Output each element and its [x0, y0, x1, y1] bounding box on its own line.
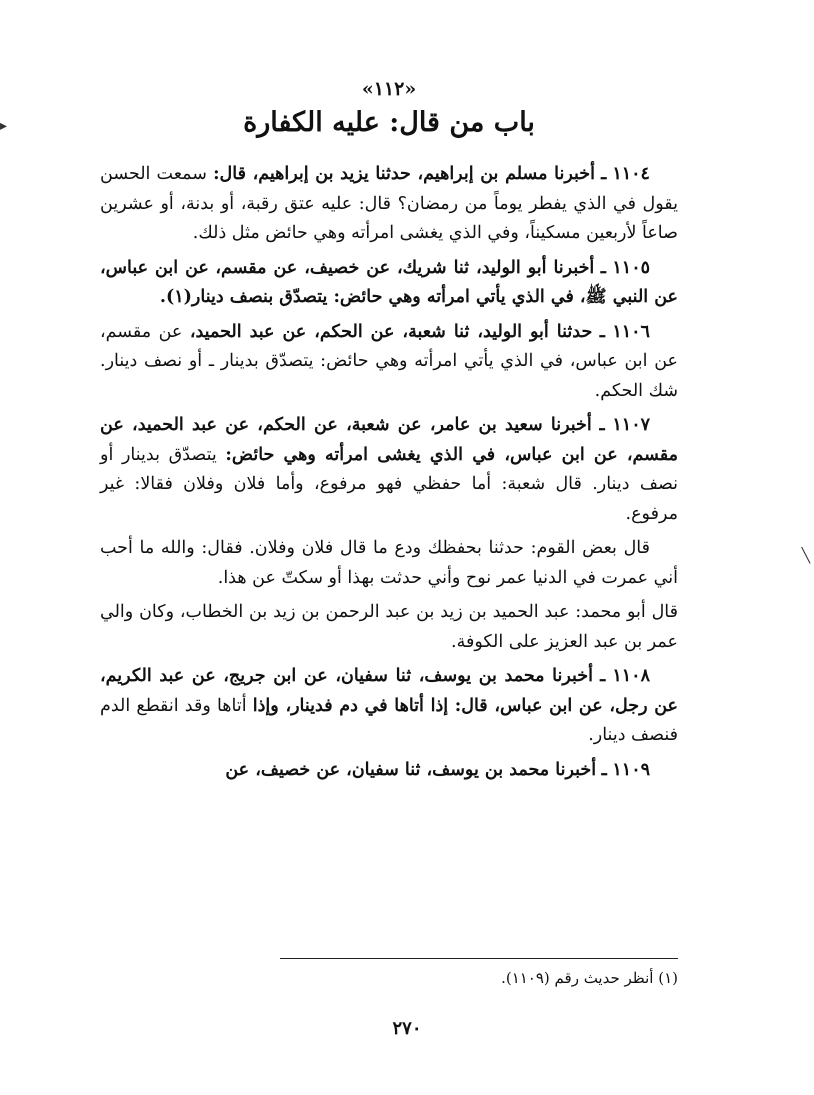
- hadith-isnad: أخبرنا مسلم بن إبراهيم، حدثنا يزيد بن إبراهيم، قال:: [213, 164, 595, 184]
- hadith-isnad: أخبرنا محمد بن يوسف، ثنا سفيان، عن ابن جريج، عن عبد الكريم، عن رجل، عن ابن عباس، قال: إذا أتاها في دم فدينار، وإذا: [100, 666, 678, 716]
- separator: ـ: [600, 666, 606, 686]
- chapter-number: «١١٢»: [361, 78, 417, 100]
- separator: ـ: [599, 321, 605, 342]
- footnote-divider: [280, 958, 678, 959]
- chapter-title: باب من قال: عليه الكفارة: [243, 107, 535, 138]
- hadith-number: ١١٠٨: [612, 666, 650, 686]
- hadith-1107: [100, 411, 678, 529]
- hadith-text: أتاها وقد انقطع الدم فنصف دينار.: [100, 695, 678, 745]
- hadith-1109: [100, 756, 678, 786]
- hadith-text: عن مقسم، عن ابن عباس، في الذي يأتي امرأته وهي حائض: يتصدّق بدينار ـ أو نصف دينار. شك الحكم.: [100, 321, 678, 401]
- hadith-text: سمعت الحسن يقول في الذي يفطر يوماً من رمضان؟ قال: عليه عتق رقبة، أو بدنة، أو عشرين صاعاً لأربعين مسكيناً، وفي الذي يغشى امرأته وهي حائض مثل ذلك.: [100, 164, 678, 243]
- hadith-1105: [100, 254, 678, 313]
- hadith-isnad: أخبرنا أبو الوليد، ثنا شريك، عن خصيف، عن مقسم،: [215, 257, 595, 278]
- hadith-1108: [100, 662, 678, 751]
- margin-mark-icon: ╲: [801, 548, 810, 564]
- hadith-isnad: أخبرنا محمد بن يوسف، ثنا سفيان، عن خصيف، عن: [225, 759, 597, 780]
- commentary-2: قال أبو محمد: عبد الحميد بن زيد بن عبد الرحمن بن زيد بن الخطاب، وكان والي عمر بن عبد العزيز على الكوفة.: [100, 602, 678, 652]
- hadith-1106: [100, 318, 678, 407]
- footnote: (١) أنظر حديث رقم (١١٠٩).: [501, 969, 678, 987]
- hadith-number: ١١٠٧: [612, 415, 650, 435]
- hadith-isnad: حدثنا أبو الوليد، ثنا شعبة، عن الحكم، عن عبد الحميد،: [189, 321, 593, 342]
- separator: ـ: [601, 164, 607, 184]
- separator: ـ: [599, 415, 605, 435]
- hadith-text: عن ابن عباس، عن النبي ﷺ، في الذي يأتي امرأته وهي حائض: يتصدّق بنصف دينار(١).: [100, 257, 678, 307]
- separator: ـ: [600, 257, 606, 278]
- hadith-1104: [100, 160, 678, 249]
- hadith-isnad: أخبرنا سعيد بن عامر، عن شعبة، عن الحكم، عن عبد الحميد، عن مقسم، عن ابن عباس، في الذي يغشى امرأته وهي حائض:: [100, 415, 678, 465]
- commentary-1: قال بعض القوم: حدثنا بحفظك ودع ما قال فلان وفلان. فقال: والله ما أحب أني عمرت في الدنيا عمر نوح وأني حدثت بهذا أو سكتّ عن هذا.: [100, 538, 678, 588]
- margin-mark-icon: ▸: [0, 118, 8, 134]
- hadith-number: ١١٠٦: [612, 321, 650, 342]
- page-number: ٢٧٠: [392, 1018, 422, 1039]
- hadith-number: ١١٠٩: [612, 759, 650, 780]
- hadith-number: ١١٠٥: [612, 257, 650, 278]
- page-body: [100, 78, 678, 790]
- hadith-text: يتصدّق بدينار أو نصف دينار. قال شعبة: أما حفظي فهو مرفوع، وأما فلان وفلان فقالا: غير مرفوع.: [100, 444, 678, 524]
- hadith-number: ١١٠٤: [612, 164, 650, 184]
- separator: ـ: [601, 759, 607, 780]
